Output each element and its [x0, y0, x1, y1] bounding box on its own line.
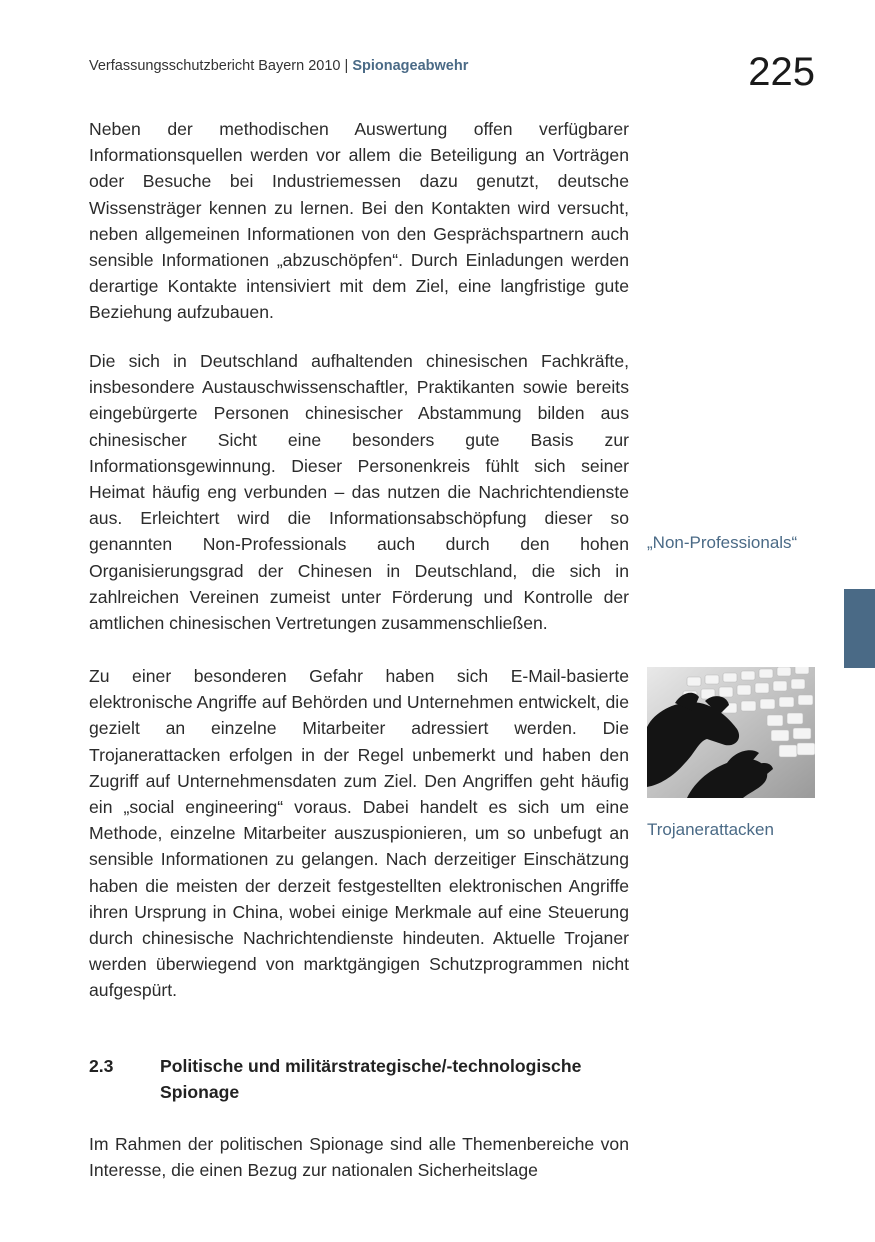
- report-title: Verfassungsschutzbericht Bayern 2010 |: [89, 58, 349, 74]
- chapter-tab-marker: [844, 589, 875, 668]
- page-number: 225: [748, 50, 815, 94]
- margin-note-non-professionals: „Non-Professionals“: [647, 533, 798, 552]
- keyboard-photo: [647, 667, 815, 798]
- paragraph-2: Die sich in Deutschland aufhaltenden chinesischen Fachkräfte, insbesondere Austauschwissenschaftler, Praktikanten sowie bereits eingebürgerte Personen chinesischer Abstammung bilden aus chinesischer Sicht eine besonders gute Basis zur Informationsgewinnung. Dieser Personenkreis fühlt sich seiner Heimat häufig eng verbunden – das nutzen die Nachrichtendienste aus. Erleichtert wird die Informationsabschöpfung dieser so genannten Non-Professionals auch durch den hohen Organisierungsgrad der Chinesen in Deutschland, die sich in zahlreichen Vereinen zumeist unter Förderung und Kontrolle der amtlichen chinesischen Vertretungen zusammenschließen.: [89, 351, 629, 634]
- paragraph-3: Zu einer besonderen Gefahr haben sich E-Mail-basierte elektronische Angriffe auf Behörden und Unternehmen entwickelt, die gezielt an einzelne Mitarbeiter adressiert werden. Die Trojanerattacken erfolgen in der Regel unbemerkt und haben den Zugriff auf Unternehmensdaten zum Ziel. Den Angriffen geht häufig ein „social engineering“ voraus. Dabei handelt es sich um eine Methode, einzelne Mitarbeiter auszuspionieren, um so unbefugt an sensible Informationen zu gelangen. Nach derzeitiger Einschätzung haben die meisten der derzeit festgestellten elektronischen Angriffe ihren Ursprung in China, wobei einige Merkmale auf eine Steuerung durch chinesische Nachrichtendienste hindeuten. Aktuelle Trojaner werden überwiegend von marktgängigen Schutzprogrammen nicht aufgespürt.: [89, 666, 629, 1001]
- section-name: Spionageabwehr: [352, 58, 469, 74]
- section-number: 2.3: [89, 1056, 114, 1076]
- running-header: [89, 58, 468, 74]
- margin-note-trojaner: Trojanerattacken: [647, 820, 774, 839]
- gloved-hands-keyboard-image: [647, 667, 815, 798]
- paragraph-1: Neben der methodischen Auswertung offen verfügbarer Informationsquellen werden vor allem die Beteiligung an Vorträgen oder Besuche bei Industriemessen dazu genutzt, deutsche Wissensträger kennen zu lernen. Bei den Kontakten wird versucht, neben allgemeinen Informationen von den Gesprächspartnern auch sensible Informationen „abzuschöpfen“. Durch Einladungen werden derartige Kontakte intensiviert mit dem Ziel, eine langfristige gute Beziehung aufzubauen.: [89, 119, 629, 323]
- section-title: Politische und militärstrategische/-technologische Spionage: [160, 1056, 582, 1103]
- paragraph-4: Im Rahmen der politischen Spionage sind alle Themenbereiche von Interesse, die einen Bezug zur nationalen Sicherheitslage: [89, 1134, 629, 1181]
